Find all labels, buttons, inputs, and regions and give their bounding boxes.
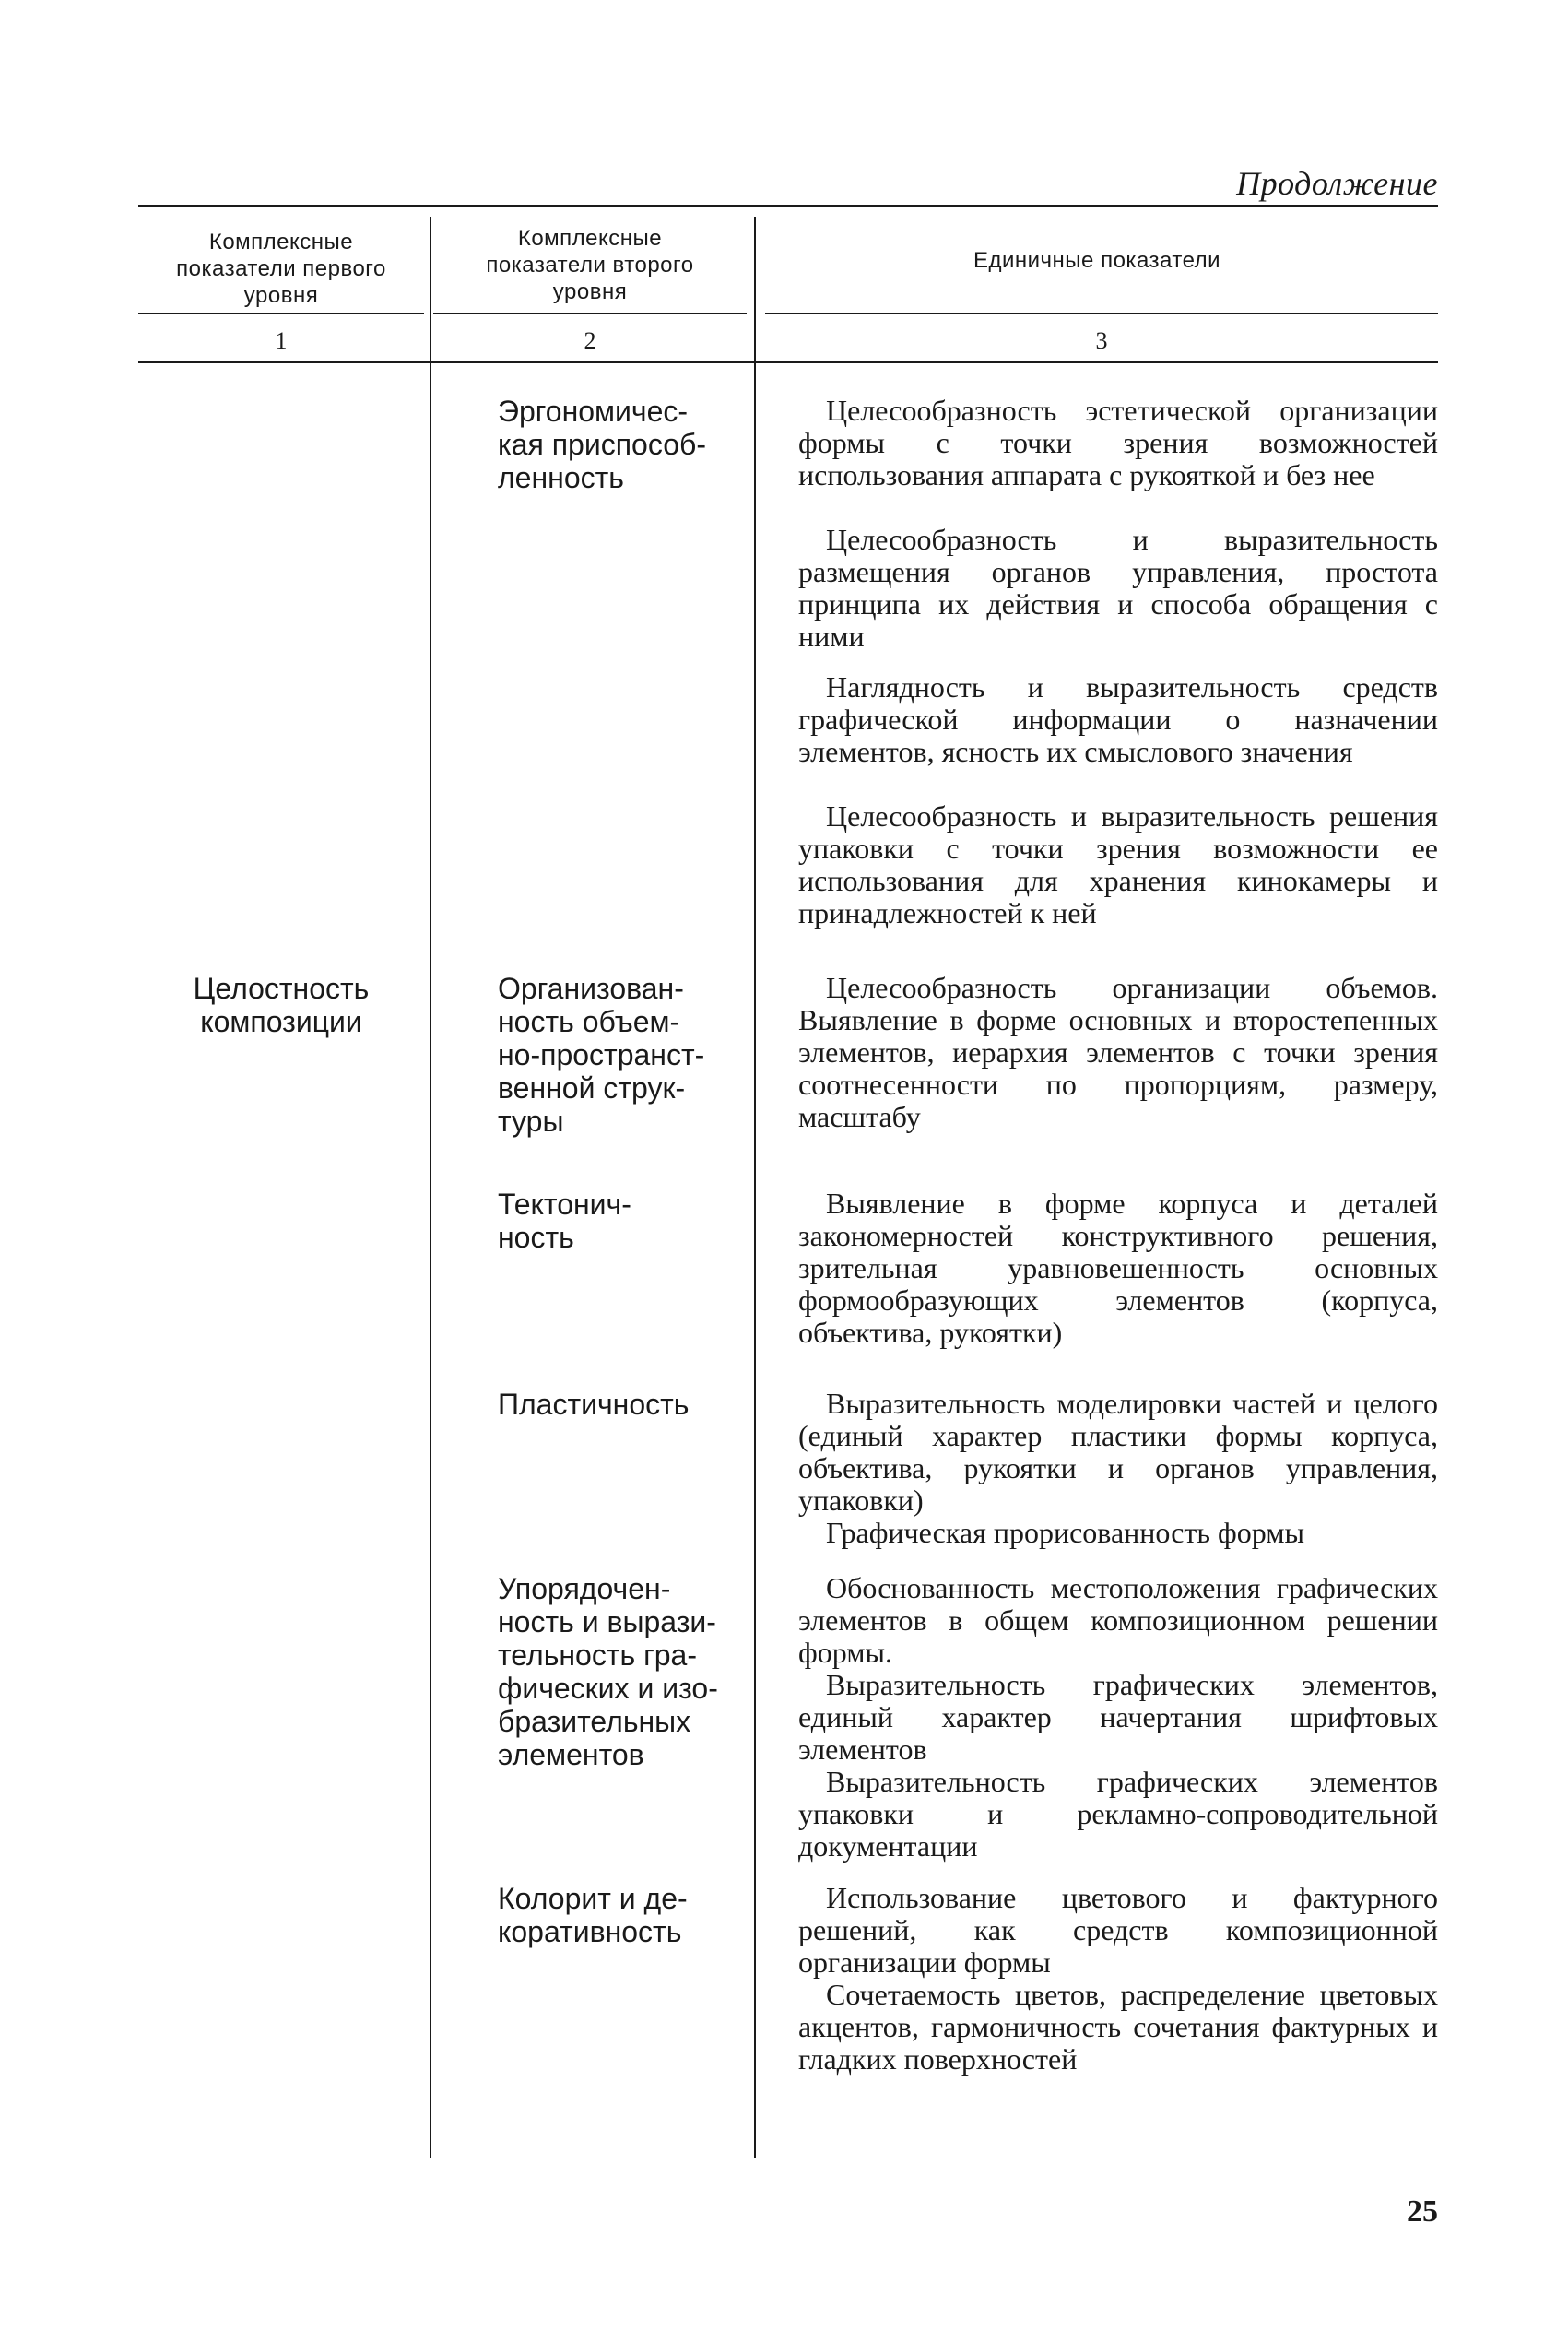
column-divider-1: [430, 217, 431, 2158]
level2-tectonics: Тектонич- ность: [498, 1188, 631, 1254]
unit-indicator: Наглядность и выразительность средств графической информации о назначении элементов, ясность их смыслового значения: [798, 670, 1438, 768]
unit-indicator: Целесообразность эстетической организации формы с точки зрения возможностей использования аппарата с рукояткой и без нее: [798, 394, 1438, 491]
level2-graphic-elements: Упорядочен- ность и вырази- тельность гра- фических и изо- бразительных элементов: [498, 1572, 718, 1771]
level2-ergonomic-fitness: Эргономичес- кая приспособ- ленность: [498, 395, 706, 494]
unit-indicator: Обоснованность местоположения графических элементов в общем композиционном решении формы.: [798, 1571, 1438, 1669]
level2-plasticity: Пластичность: [498, 1388, 690, 1421]
column-number-3: 3: [1095, 327, 1108, 354]
header-bottom-rule-col2: [433, 313, 747, 314]
unit-indicator: Целесообразность организации объемов. Выявление в форме основных и второстепенных элементов, иерархия элементов с точки зрения соотнесенности по пропорциям, размеру, масштабу: [798, 971, 1438, 1133]
unit-indicator: Графическая прорисованность формы: [826, 1516, 1304, 1549]
level1-indicator: Целостность композиции: [193, 972, 370, 1038]
level2-spatial-structure: Организован- ность объем- но-пространст- венной струк- туры: [498, 972, 705, 1138]
table-top-rule: [138, 205, 1438, 207]
column-number-1: 1: [275, 327, 288, 354]
unit-indicator: Целесообразность и выразительность размещения органов управления, простота принципа их действия и способа обращения с ними: [798, 523, 1438, 653]
column-header-1: Комплексные показатели первого уровня: [176, 230, 386, 308]
unit-indicator: Целесообразность и выразительность решения упаковки с точки зрения возможности ее использования для хранения кинокамеры и принадлежностей к ней: [798, 799, 1438, 929]
unit-indicator: Выявление в форме корпуса и деталей закономерностей конструктивного решения, зрительная уравновешенность основных формообразующих элементов (корпуса, объектива, рукоятки): [798, 1187, 1438, 1349]
unit-indicator: Выразительность графических элементов упаковки и рекламно-сопроводительной документации: [798, 1765, 1438, 1863]
unit-indicator: Сочетаемость цветов, распределение цветовых акцентов, гармоничность сочетания фактурных и гладких поверхностей: [798, 1978, 1438, 2076]
column-header-3: Единичные показатели: [973, 248, 1221, 273]
column-header-2: Комплексные показатели второго уровня: [486, 226, 694, 304]
unit-indicator: Использование цветового и фактурного решений, как средств композиционной организации формы: [798, 1881, 1438, 1979]
header-bottom-rule-col3: [765, 313, 1438, 314]
unit-indicator: Выразительность моделировки частей и целого (единый характер пластики формы корпуса, объектива, рукоятки и органов управления, упаковки): [798, 1387, 1438, 1517]
level2-color-decor: Колорит и де- коративность: [498, 1882, 688, 1948]
continuation-note: Продолжение: [1236, 165, 1438, 202]
page-number: 25: [1407, 2194, 1438, 2229]
column-divider-2: [754, 217, 756, 2158]
header-bottom-rule-col1: [138, 313, 424, 314]
numbers-bottom-rule: [138, 361, 1438, 363]
column-number-2: 2: [584, 327, 596, 354]
unit-indicator: Выразительность графических элементов, единый характер начертания шрифтовых элементов: [798, 1668, 1438, 1766]
